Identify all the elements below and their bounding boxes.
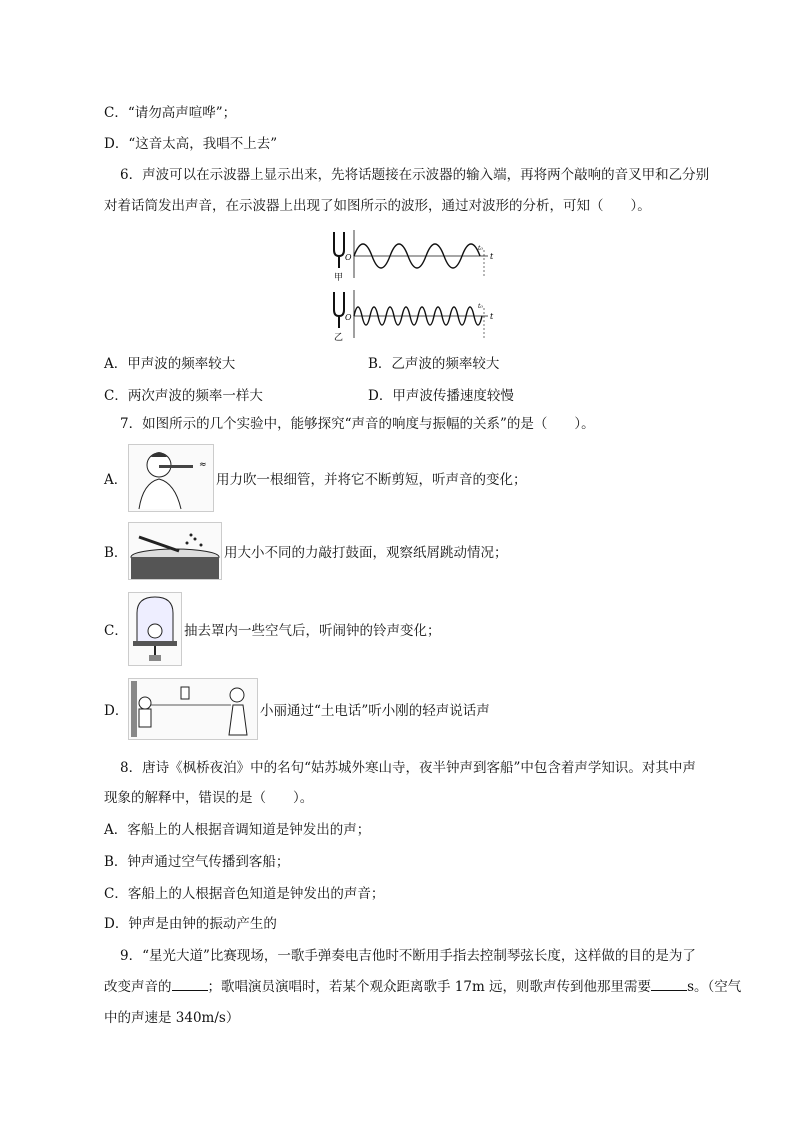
- q8-option-b: B．钟声通过空气传播到客船；: [104, 854, 290, 870]
- t-axis-label-top: t: [490, 252, 494, 261]
- t-axis-label-bottom: t: [490, 312, 494, 321]
- q8-stem-line2: 现象的解释中，错误的是（ ）。: [104, 790, 314, 806]
- t0-label-bottom: t₀: [478, 303, 483, 310]
- q6-option-d: D．甲声波传播速度较慢: [368, 388, 514, 404]
- bell-jar-figure: [128, 592, 182, 666]
- fork-label-jia: 甲: [334, 273, 344, 283]
- tuning-fork-yi-icon: [334, 292, 344, 328]
- fork-label-yi: 乙: [334, 333, 344, 343]
- q7-option-d-text: 小丽通过“土电话”听小刚的轻声说话声: [260, 703, 490, 719]
- q7-option-a: [104, 444, 527, 512]
- q6-stem-line2: 对着话筒发出声音，在示波器上出现了如图所示的波形，通过对波形的分析，可知（ ）。: [104, 198, 651, 214]
- q8-stem-line1: 8．唐诗《枫桥夜泊》中的名句“姑苏城外寒山寺，夜半钟声到客船”中包含着声学知识。对其中声: [120, 760, 696, 776]
- q8-option-c: C．客船上的人根据音色知道是钟发出的声音；: [104, 886, 385, 902]
- svg-text:≈: ≈: [199, 460, 207, 470]
- q5-option-d: D．“这音太高，我唱不上去”: [104, 136, 278, 152]
- q7-option-b-label: B．: [104, 545, 128, 561]
- q7-option-c: [104, 592, 441, 666]
- q9-line2-part3: s。（空气: [687, 979, 742, 995]
- q6-waveform-figure: [328, 226, 498, 344]
- q7-stem: 7．如图所示的几个实验中，能够探究“声音的响度与振幅的关系”的是（ ）。: [120, 416, 595, 432]
- q8-option-a: A．客船上的人根据音调知道是钟发出的声；: [104, 822, 371, 838]
- answer-blank-2[interactable]: [651, 976, 687, 991]
- q9-line1: 9．“星光大道”比赛现场，一歌手弹奏电吉他时不断用手指去控制琴弦长度，这样做的目的是为了: [120, 948, 696, 964]
- tuning-fork-jia-icon: [334, 232, 344, 268]
- q7-option-d-label: D．: [104, 703, 129, 719]
- blowing-tube-figure: [128, 444, 214, 512]
- q7-option-c-text: 抽去罩内一些空气后，听闹钟的铃声变化；: [184, 623, 441, 639]
- q7-option-c-label: C．: [104, 623, 128, 639]
- q8-option-d: D．钟声是由钟的振动产生的: [104, 916, 277, 932]
- t0-label-top: t₀: [478, 245, 483, 252]
- q6-stem-line1: 6．声波可以在示波器上显示出来，先将话题接在示波器的输入端，再将两个敲响的音叉甲和乙分别: [120, 167, 710, 183]
- q9-line3: 中的声速是 340m/s）: [104, 1010, 240, 1026]
- q7-option-b-text: 用大小不同的力敲打鼓面，观察纸屑跳动情况；: [224, 545, 508, 561]
- q7-option-d: [104, 678, 490, 740]
- q6-option-b: B．乙声波的频率较大: [368, 356, 500, 372]
- q7-option-a-label: A．: [104, 472, 128, 488]
- q7-option-a-text: 用力吹一根细管，并将它不断剪短，听声音的变化；: [216, 472, 527, 488]
- q6-option-a: A．甲声波的频率较大: [104, 356, 236, 372]
- q9-line2-part2: ；歌唱演员演唱时，若某个观众距离歌手 17m 远，则歌声传到他那里需要: [207, 979, 652, 995]
- q9-line2-part1: 改变声音的: [104, 979, 172, 995]
- q7-option-b: [104, 522, 508, 580]
- q5-option-c: C．“请勿高声喧哗”；: [104, 105, 237, 121]
- answer-blank-1[interactable]: [172, 976, 208, 991]
- q6-option-c: C．两次声波的频率一样大: [104, 388, 263, 404]
- drum-figure: [128, 522, 222, 580]
- origin-label-bottom: O: [345, 313, 352, 322]
- string-telephone-figure: [128, 678, 258, 740]
- origin-label-top: O: [345, 253, 352, 262]
- q9-line2: [104, 976, 741, 997]
